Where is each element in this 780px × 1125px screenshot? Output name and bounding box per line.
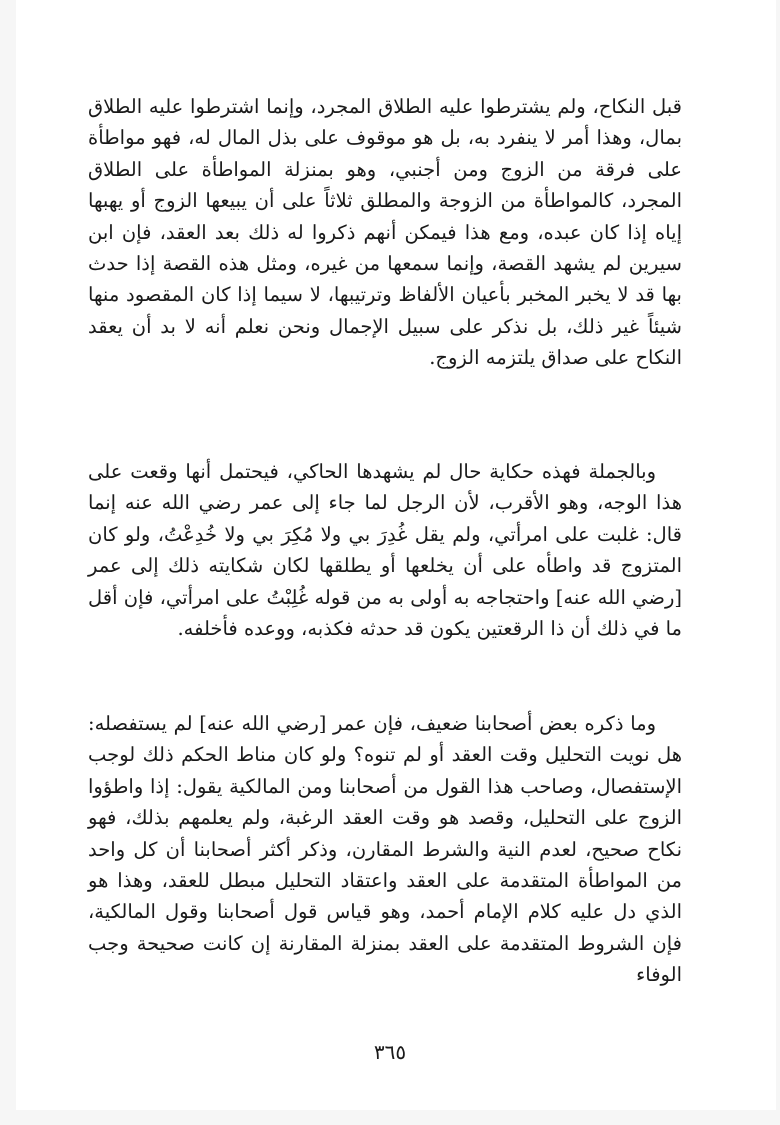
paragraph-1: قبل النكاح، ولم يشترطوا عليه الطلاق المجرد، وإنما اشترطوا عليه الطلاق بمال، وهذا أمر لا ينفرد به، بل هو موقوف على بذل المال له، فهو مواطأة على فرقة من الزوج ومن أجنبي، وهو بمنزلة المواطأة على الطلاق المجرد، كالمواطأة من الزوجة والمطلق ثلاثاً على أن يبيعها الزوج أو يهبها إياه إذا كان عبده، ومع هذا فيمكن أنهم ذكروا له ذلك بعد العقد، فإن ابن سيرين لم يشهد القصة، وإنما سمعها من غيره، ومثل هذه القصة إذا حدث بها قد لا يخبر المخبر بأعيان الألفاظ وترتيبها، لا سيما إذا كان المقصود منها شيئاً غير ذلك، بل نذكر على سبيل الإجمال ونحن نعلم أنه لا بد أن يعقد النكاح على صداق يلتزمه الزوج. (88, 95, 682, 370)
paragraph-3: وما ذكره بعض أصحابنا ضعيف، فإن عمر [رضي الله عنه] لم يستفصله: هل نويت التحليل وقت العقد أو لم تنوه؟ ولو كان مناط الحكم ذلك لوجب الإستفصال، وصاحب هذا القول من أصحابنا ومن المالكية يقول: إذا واطؤوا الزوج على التحليل، وقصد هو وقت العقد الرغبة، ولم يعلمهم بذلك، فهو نكاح صحيح، لعدم النية والشرط المقارن، وذكر أكثر أصحابنا أن كل واحد من المواطأة المتقدمة على العقد واعتقاد التحليل مبطل للعقد، وهذا هو الذي دل عليه كلام الإمام أحمد، وهو قياس قول أصحابنا وقول المالكية، فإن الشروط المتقدمة على العقد بمنزلة المقارنة إن كانت صحيحة وجب الوفاء (88, 712, 682, 987)
paragraph-2: وبالجملة فهذه حكاية حال لم يشهدها الحاكي، فيحتمل أنها وقعت على هذا الوجه، وهو الأقرب، لأن الرجل لما جاء إلى عمر رضي الله عنه إنما قال: غلبت على امرأتي، ولم يقل غُدِرَ بي ولا مُكِرَ بي ولا خُدِعْتُ، ولو كان المتزوج قد واطأه على أن يخلعها أو يطلقها لكان شكايته ذلك إلى عمر [رضي الله عنه] واحتجاجه به أولى به من قوله غُلِبْتُ على امرأتي، فإن أقل ما في ذلك أن ذا الرقعتين يكون قد حدثه فكذبه، ووعده فأخلفه. (88, 460, 682, 641)
page-number: ٣٦٥ (373, 1040, 407, 1064)
